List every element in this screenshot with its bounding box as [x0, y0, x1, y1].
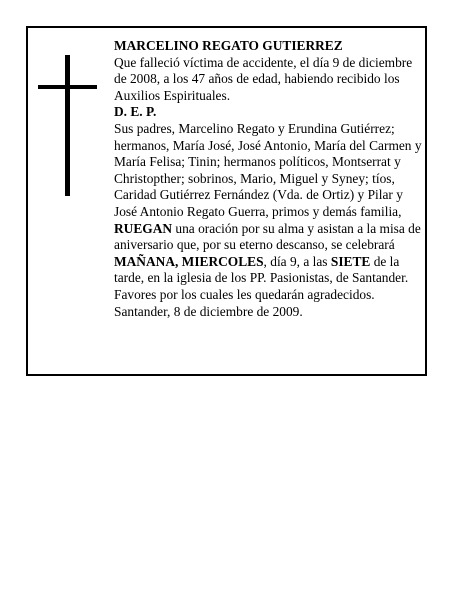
cross-vertical-bar: [65, 55, 70, 196]
family-list: Sus padres, Marcelino Regato y Erundina Gutiérrez; hermanos, María José, José Antonio, María del Carmen y María Felisa; Tinin; hermanos políticos, Montserrat y Christopther; sobrinos, Mario, Miguel y Syney; tíos, Caridad Gutiérrez Fernández (Vda. de Ortiz) y Pilar y José Antonio Regato Guerra, primos y demás familia,: [114, 120, 422, 219]
ruegan-word: RUEGAN: [114, 220, 173, 236]
mass-hour: SIETE: [330, 253, 371, 269]
cross-horizontal-bar: [38, 85, 97, 89]
request-text: una oración por su alma y asistan a la misa de aniversario que, por su eterno descanso, se celebrará: [114, 220, 421, 253]
mass-day: MAÑANA, MIERCOLES: [114, 253, 264, 269]
rip-line: D. E. P.: [114, 104, 157, 120]
thanks-line: Favores por los cuales les quedarán agradecidos.: [114, 286, 375, 302]
deceased-name: MARCELINO REGATO GUTIERREZ: [114, 38, 343, 53]
death-details: Que falleció víctima de accidente, el día 9 de diciembre de 2008, a los 47 años de edad, habiendo recibido los Auxilios Espirituales.: [114, 54, 413, 103]
notice-text: [114, 38, 422, 320]
family-paragraph: [114, 121, 422, 287]
mass-location: de la tarde, en la iglesia de los PP. Pasionistas, de Santander.: [114, 253, 409, 286]
place-date: Santander, 8 de diciembre de 2009.: [114, 303, 303, 319]
mass-day-detail: , día 9, a las: [263, 253, 328, 269]
